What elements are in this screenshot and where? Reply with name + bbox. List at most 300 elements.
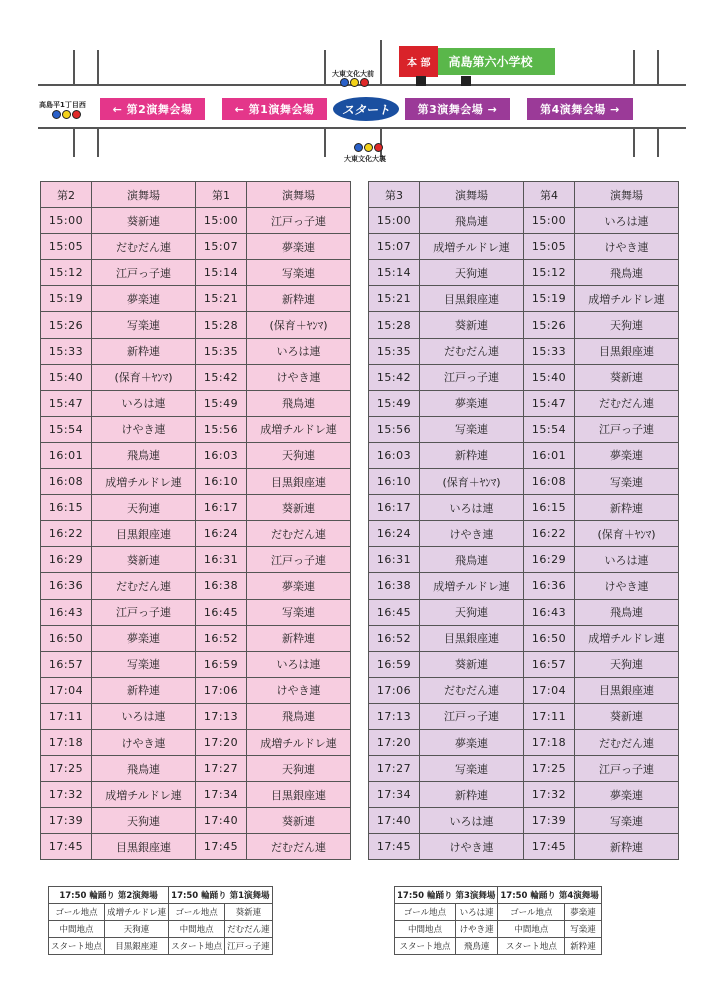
time-cell: 16:52 — [196, 625, 247, 651]
street-line — [97, 129, 99, 157]
time-cell: 17:06 — [196, 677, 247, 703]
time-cell: 17:40 — [369, 808, 420, 834]
team-cell: 新粋連 — [420, 782, 524, 808]
time-cell: 16:38 — [196, 573, 247, 599]
team-cell: 写楽連 — [575, 469, 679, 495]
gate-pillar — [461, 76, 471, 86]
table-row — [369, 703, 679, 729]
team-cell: 夢楽連 — [575, 782, 679, 808]
table-row — [41, 625, 351, 651]
table-row — [41, 547, 351, 573]
team-cell: 写楽連 — [92, 312, 196, 338]
table-row — [41, 808, 351, 834]
team-cell: (保育＋ﾔﾝﾏ) — [420, 469, 524, 495]
team-cell: 写楽連 — [575, 808, 679, 834]
team-cell: だむだん連 — [575, 390, 679, 416]
time-cell: 17:27 — [369, 756, 420, 782]
time-cell: 16:08 — [524, 469, 575, 495]
column-header: 第2 — [41, 182, 92, 208]
team-cell: 成増チルドレ連 — [92, 469, 196, 495]
time-cell: 16:01 — [41, 442, 92, 468]
team-cell: 写楽連 — [420, 756, 524, 782]
column-header: 第3 — [369, 182, 420, 208]
table-header-row — [49, 887, 273, 904]
column-header: 演舞場 — [92, 182, 196, 208]
time-cell: 15:56 — [196, 416, 247, 442]
team-cell: 江戸っ子連 — [247, 208, 351, 234]
table-row — [41, 260, 351, 286]
team-cell: 目黒銀座連 — [92, 834, 196, 860]
team-cell: 新粋連 — [92, 677, 196, 703]
street-line — [657, 129, 659, 157]
table-row — [41, 469, 351, 495]
table-row — [369, 390, 679, 416]
time-cell: 16:31 — [369, 547, 420, 573]
team-cell: 江戸っ子連 — [575, 416, 679, 442]
team-cell: けやき連 — [92, 416, 196, 442]
column-header: 第4 — [524, 182, 575, 208]
position-cell: スタート地点 — [395, 938, 456, 955]
time-cell: 16:29 — [524, 547, 575, 573]
time-cell: 15:07 — [369, 234, 420, 260]
table-row — [41, 286, 351, 312]
team-cell: 成増チルドレ連 — [247, 729, 351, 755]
table-row — [369, 834, 679, 860]
team-cell: 新粋連 — [575, 495, 679, 521]
position-cell: ゴール地点 — [395, 904, 456, 921]
table-header-row — [41, 182, 351, 208]
column-header: 演舞場 — [247, 182, 351, 208]
venue1-banner: ← 第1演舞会場 — [222, 98, 327, 120]
table-row — [41, 208, 351, 234]
time-cell: 15:35 — [369, 338, 420, 364]
table-row — [41, 390, 351, 416]
team-cell: (保育＋ﾔﾝﾏ) — [92, 364, 196, 390]
time-cell: 16:36 — [41, 573, 92, 599]
team-cell: けやき連 — [575, 234, 679, 260]
time-cell: 16:43 — [41, 599, 92, 625]
table-row — [369, 338, 679, 364]
street-line — [633, 50, 635, 84]
time-cell: 17:18 — [41, 729, 92, 755]
time-cell: 17:39 — [524, 808, 575, 834]
team-cell: (保育＋ﾔﾝﾏ) — [247, 312, 351, 338]
table-row — [369, 260, 679, 286]
time-cell: 16:24 — [369, 521, 420, 547]
table-row — [41, 703, 351, 729]
team-cell: けやき連 — [575, 573, 679, 599]
team-cell: 夢楽連 — [247, 573, 351, 599]
table-row — [49, 921, 273, 938]
team-cell: けやき連 — [247, 677, 351, 703]
table-row — [369, 312, 679, 338]
summary-header: 17:50 輪踊り 第4演舞場 — [498, 887, 601, 904]
time-cell: 16:29 — [41, 547, 92, 573]
team-cell: 新粋連 — [575, 834, 679, 860]
team-cell: 目黒銀座連 — [92, 521, 196, 547]
time-cell: 17:39 — [41, 808, 92, 834]
team-cell: 飛鳥連 — [420, 547, 524, 573]
time-cell: 15:21 — [196, 286, 247, 312]
team-cell: 夢楽連 — [92, 625, 196, 651]
time-cell: 17:25 — [524, 756, 575, 782]
team-cell: 目黒銀座連 — [247, 469, 351, 495]
time-cell: 16:22 — [524, 521, 575, 547]
time-cell: 16:03 — [196, 442, 247, 468]
team-cell: けやき連 — [455, 921, 497, 938]
time-cell: 15:42 — [369, 364, 420, 390]
table-header-row — [369, 182, 679, 208]
time-cell: 15:54 — [524, 416, 575, 442]
time-cell: 17:20 — [196, 729, 247, 755]
table-row — [369, 573, 679, 599]
street-line — [380, 40, 382, 84]
time-cell: 15:47 — [41, 390, 92, 416]
team-cell: 飛鳥連 — [420, 208, 524, 234]
time-cell: 16:45 — [196, 599, 247, 625]
table-row — [369, 208, 679, 234]
time-cell: 15:33 — [524, 338, 575, 364]
time-cell: 16:10 — [196, 469, 247, 495]
time-cell: 15:19 — [524, 286, 575, 312]
time-cell: 16:38 — [369, 573, 420, 599]
table-row — [41, 756, 351, 782]
team-cell: 夢楽連 — [420, 729, 524, 755]
table-row — [369, 442, 679, 468]
team-cell: 写楽連 — [247, 260, 351, 286]
table-row — [369, 495, 679, 521]
time-cell: 16:17 — [369, 495, 420, 521]
time-cell: 16:43 — [524, 599, 575, 625]
position-cell: 中間地点 — [169, 921, 225, 938]
team-cell: だむだん連 — [247, 834, 351, 860]
team-cell: 成増チルドレ連 — [105, 904, 169, 921]
time-cell: 15:47 — [524, 390, 575, 416]
table-row — [49, 904, 273, 921]
time-cell: 16:10 — [369, 469, 420, 495]
team-cell: 江戸っ子連 — [92, 599, 196, 625]
team-cell: いろは連 — [455, 904, 497, 921]
team-cell: 夢楽連 — [565, 904, 601, 921]
team-cell: 写楽連 — [420, 416, 524, 442]
time-cell: 17:32 — [41, 782, 92, 808]
position-cell: スタート地点 — [169, 938, 225, 955]
team-cell: 飛鳥連 — [575, 260, 679, 286]
summary-header: 17:50 輪踊り 第3演舞場 — [395, 887, 498, 904]
column-header: 第1 — [196, 182, 247, 208]
table-row — [369, 547, 679, 573]
team-cell: 江戸っ子連 — [575, 756, 679, 782]
time-cell: 16:15 — [524, 495, 575, 521]
team-cell: 新粋連 — [247, 286, 351, 312]
table-row — [369, 364, 679, 390]
time-cell: 15:00 — [41, 208, 92, 234]
time-cell: 16:31 — [196, 547, 247, 573]
time-cell: 16:15 — [41, 495, 92, 521]
team-cell: 成増チルドレ連 — [575, 286, 679, 312]
time-cell: 15:28 — [369, 312, 420, 338]
team-cell: 飛鳥連 — [455, 938, 497, 955]
table-row — [41, 364, 351, 390]
team-cell: 飛鳥連 — [247, 390, 351, 416]
team-cell: 新粋連 — [420, 442, 524, 468]
summary-header: 17:50 輪踊り 第1演舞場 — [169, 887, 273, 904]
team-cell: 夢楽連 — [575, 442, 679, 468]
street-line — [657, 50, 659, 84]
table-row — [41, 234, 351, 260]
team-cell: いろは連 — [420, 808, 524, 834]
team-cell: 飛鳥連 — [575, 599, 679, 625]
time-cell: 17:20 — [369, 729, 420, 755]
table-row — [369, 234, 679, 260]
team-cell: 夢楽連 — [247, 234, 351, 260]
team-cell: 夢楽連 — [92, 286, 196, 312]
table-row — [41, 599, 351, 625]
position-cell: 中間地点 — [498, 921, 565, 938]
table-row — [41, 312, 351, 338]
time-cell: 15:00 — [524, 208, 575, 234]
team-cell: 成増チルドレ連 — [575, 625, 679, 651]
table-row — [41, 338, 351, 364]
time-cell: 17:04 — [41, 677, 92, 703]
school-label: 高島第六小学校 — [448, 55, 533, 69]
wa-odori-summary-left — [48, 886, 273, 955]
street-line — [324, 129, 326, 157]
table-row — [41, 573, 351, 599]
time-cell: 16:59 — [196, 651, 247, 677]
table-row — [369, 599, 679, 625]
team-cell: 葵新連 — [247, 495, 351, 521]
street-line — [73, 50, 75, 84]
team-cell: だむだん連 — [92, 234, 196, 260]
time-cell: 16:01 — [524, 442, 575, 468]
position-cell: 中間地点 — [49, 921, 105, 938]
time-cell: 15:26 — [524, 312, 575, 338]
bottom-signal-label: 大東文化大裏 — [344, 155, 386, 163]
time-cell: 16:50 — [41, 625, 92, 651]
team-cell: 葵新連 — [575, 364, 679, 390]
team-cell: 飛鳥連 — [92, 756, 196, 782]
team-cell: いろは連 — [575, 208, 679, 234]
team-cell: 江戸っ子連 — [225, 938, 273, 955]
street-line — [73, 129, 75, 157]
team-cell: いろは連 — [247, 338, 351, 364]
table-row — [395, 921, 602, 938]
team-cell: 新粋連 — [565, 938, 601, 955]
team-cell: けやき連 — [247, 364, 351, 390]
time-cell: 17:11 — [524, 703, 575, 729]
position-cell: スタート地点 — [49, 938, 105, 955]
traffic-signal-icon — [52, 110, 81, 119]
team-cell: けやき連 — [420, 521, 524, 547]
team-cell: いろは連 — [575, 547, 679, 573]
time-cell: 17:32 — [524, 782, 575, 808]
table-row — [369, 286, 679, 312]
time-cell: 15:40 — [41, 364, 92, 390]
team-cell: 江戸っ子連 — [92, 260, 196, 286]
team-cell: 天狗連 — [575, 651, 679, 677]
gate-pillar — [416, 76, 426, 86]
time-cell: 15:54 — [41, 416, 92, 442]
team-cell: 葵新連 — [575, 703, 679, 729]
time-cell: 16:52 — [369, 625, 420, 651]
summary-header: 17:50 輪踊り 第2演舞場 — [49, 887, 169, 904]
table-row — [369, 729, 679, 755]
time-cell: 15:14 — [196, 260, 247, 286]
time-cell: 17:40 — [196, 808, 247, 834]
schedule-table-venues-3-4 — [368, 181, 679, 860]
schedule-table-venues-2-1 — [40, 181, 351, 860]
team-cell: だむだん連 — [420, 338, 524, 364]
time-cell: 15:26 — [41, 312, 92, 338]
start-marker: スタート — [333, 97, 399, 121]
time-cell: 17:45 — [369, 834, 420, 860]
team-cell: けやき連 — [420, 834, 524, 860]
time-cell: 16:17 — [196, 495, 247, 521]
team-cell: いろは連 — [92, 703, 196, 729]
team-cell: 目黒銀座連 — [575, 677, 679, 703]
time-cell: 15:14 — [369, 260, 420, 286]
time-cell: 16:45 — [369, 599, 420, 625]
time-cell: 17:25 — [41, 756, 92, 782]
team-cell: 葵新連 — [225, 904, 273, 921]
time-cell: 17:27 — [196, 756, 247, 782]
time-cell: 17:18 — [524, 729, 575, 755]
team-cell: 天狗連 — [92, 808, 196, 834]
team-cell: 写楽連 — [565, 921, 601, 938]
table-row — [395, 938, 602, 955]
team-cell: 江戸っ子連 — [420, 364, 524, 390]
table-row — [41, 416, 351, 442]
table-row — [41, 782, 351, 808]
time-cell: 16:03 — [369, 442, 420, 468]
time-cell: 15:49 — [369, 390, 420, 416]
table-row — [369, 651, 679, 677]
team-cell: 飛鳥連 — [92, 442, 196, 468]
team-cell: 葵新連 — [92, 547, 196, 573]
column-header: 演舞場 — [420, 182, 524, 208]
top-signal-label: 大東文化大前 — [332, 70, 374, 78]
team-cell: けやき連 — [92, 729, 196, 755]
road-edge-bottom — [38, 127, 686, 129]
table-row — [369, 521, 679, 547]
time-cell: 15:12 — [41, 260, 92, 286]
time-cell: 17:13 — [369, 703, 420, 729]
school-block — [399, 48, 555, 75]
time-cell: 17:13 — [196, 703, 247, 729]
team-cell: 成増チルドレ連 — [420, 573, 524, 599]
time-cell: 16:24 — [196, 521, 247, 547]
team-cell: 目黒銀座連 — [420, 625, 524, 651]
team-cell: 葵新連 — [420, 651, 524, 677]
table-row — [395, 904, 602, 921]
team-cell: いろは連 — [247, 651, 351, 677]
time-cell: 15:33 — [41, 338, 92, 364]
time-cell: 15:12 — [524, 260, 575, 286]
left-intersection-label: 高島平1丁目西 — [39, 101, 86, 109]
team-cell: 写楽連 — [247, 599, 351, 625]
table-row — [41, 495, 351, 521]
time-cell: 15:56 — [369, 416, 420, 442]
time-cell: 15:49 — [196, 390, 247, 416]
time-cell: 15:19 — [41, 286, 92, 312]
time-cell: 15:35 — [196, 338, 247, 364]
team-cell: 天狗連 — [575, 312, 679, 338]
time-cell: 15:07 — [196, 234, 247, 260]
team-cell: いろは連 — [92, 390, 196, 416]
time-cell: 15:00 — [196, 208, 247, 234]
honbu-label: 本 部 — [399, 46, 438, 77]
team-cell: 天狗連 — [92, 495, 196, 521]
table-row — [369, 416, 679, 442]
team-cell: 天狗連 — [420, 260, 524, 286]
team-cell: いろは連 — [420, 495, 524, 521]
traffic-signal-icon — [340, 78, 369, 87]
team-cell: 目黒銀座連 — [420, 286, 524, 312]
team-cell: 成増チルドレ連 — [92, 782, 196, 808]
team-cell: 天狗連 — [247, 442, 351, 468]
table-row — [369, 782, 679, 808]
traffic-signal-icon — [354, 143, 383, 152]
time-cell: 15:00 — [369, 208, 420, 234]
team-cell: だむだん連 — [92, 573, 196, 599]
table-row — [49, 938, 273, 955]
team-cell: 天狗連 — [105, 921, 169, 938]
team-cell: 夢楽連 — [420, 390, 524, 416]
team-cell: 葵新連 — [92, 208, 196, 234]
table-row — [369, 677, 679, 703]
team-cell: 葵新連 — [247, 808, 351, 834]
time-cell: 15:42 — [196, 364, 247, 390]
team-cell: 江戸っ子連 — [247, 547, 351, 573]
venue2-banner: ← 第2演舞会場 — [100, 98, 205, 120]
team-cell: 目黒銀座連 — [575, 338, 679, 364]
street-line — [633, 129, 635, 157]
time-cell: 17:45 — [196, 834, 247, 860]
venue3-banner: 第3演舞会場 → — [405, 98, 510, 120]
team-cell: 葵新連 — [420, 312, 524, 338]
table-row — [41, 521, 351, 547]
time-cell: 15:40 — [524, 364, 575, 390]
table-row — [41, 834, 351, 860]
time-cell: 16:36 — [524, 573, 575, 599]
wa-odori-summary-right — [394, 886, 602, 955]
time-cell: 15:05 — [524, 234, 575, 260]
venue4-banner: 第4演舞会場 → — [527, 98, 633, 120]
table-row — [369, 625, 679, 651]
time-cell: 15:21 — [369, 286, 420, 312]
column-header: 演舞場 — [575, 182, 679, 208]
time-cell: 17:04 — [524, 677, 575, 703]
time-cell: 16:22 — [41, 521, 92, 547]
team-cell: 江戸っ子連 — [420, 703, 524, 729]
table-row — [41, 729, 351, 755]
team-cell: だむだん連 — [247, 521, 351, 547]
position-cell: 中間地点 — [395, 921, 456, 938]
table-row — [369, 756, 679, 782]
team-cell: だむだん連 — [225, 921, 273, 938]
table-row — [369, 469, 679, 495]
time-cell: 17:34 — [196, 782, 247, 808]
position-cell: ゴール地点 — [498, 904, 565, 921]
team-cell: 成増チルドレ連 — [247, 416, 351, 442]
team-cell: 飛鳥連 — [247, 703, 351, 729]
team-cell: (保育＋ﾔﾝﾏ) — [575, 521, 679, 547]
team-cell: だむだん連 — [420, 677, 524, 703]
time-cell: 16:57 — [41, 651, 92, 677]
position-cell: スタート地点 — [498, 938, 565, 955]
time-cell: 17:45 — [41, 834, 92, 860]
